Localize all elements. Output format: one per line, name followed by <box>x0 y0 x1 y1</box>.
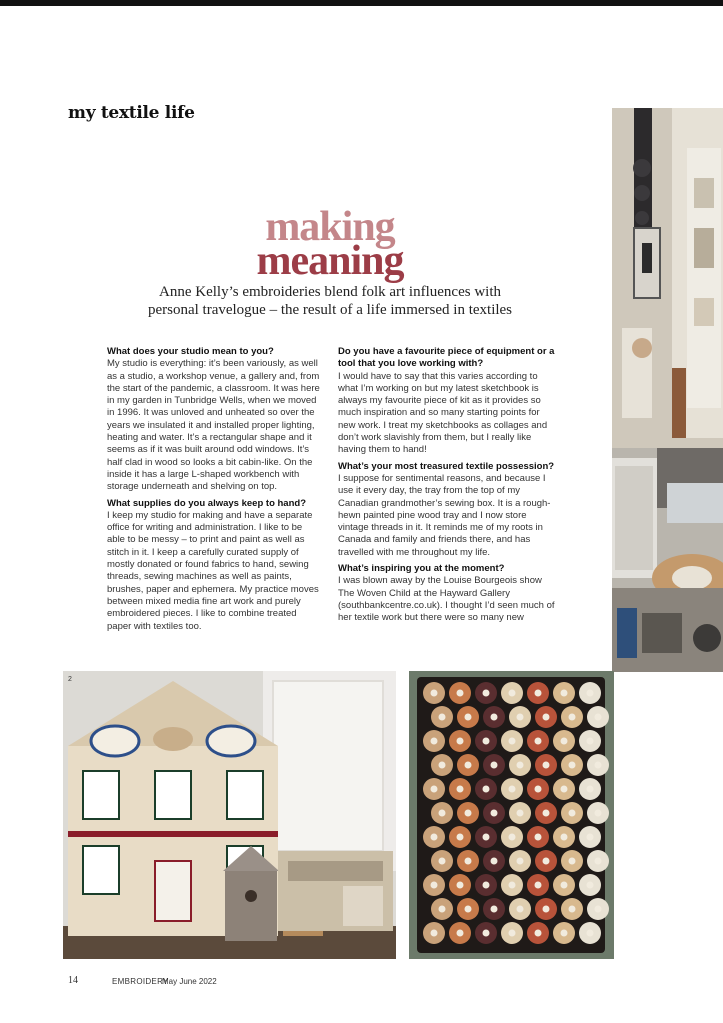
title-line-2: meaning <box>256 238 404 284</box>
spool-hole <box>431 882 438 889</box>
spool-hole <box>587 930 594 937</box>
spool-hole <box>465 858 472 865</box>
answer-text: I would have to say that this varies according to what I’m working on but my latest sketchbook is always my favourite piece of kit as it provides so much inspiration and so many starting points for new work. I treat my sketchbooks as collages and don’t work slavishly from them, but I really like having them to hand! <box>338 370 548 456</box>
thread-spools-photo <box>409 671 614 959</box>
spool-hole <box>483 882 490 889</box>
spool-hole <box>517 762 524 769</box>
issue-date: May June 2022 <box>162 977 217 986</box>
spool-hole <box>595 858 602 865</box>
spool-hole <box>491 906 498 913</box>
spool-hole <box>561 690 568 697</box>
spool-hole <box>431 930 438 937</box>
spool-hole <box>431 690 438 697</box>
spool-hole <box>491 714 498 721</box>
section-label: my textile life <box>68 103 195 123</box>
magazine-name: EMBROIDERY <box>112 977 169 986</box>
spool-hole <box>457 834 464 841</box>
question-heading: What’s your most treasured textile possession? <box>338 460 555 472</box>
spool-hole <box>509 882 516 889</box>
spool-hole <box>491 810 498 817</box>
article-title <box>140 204 520 284</box>
spool-hole <box>465 762 472 769</box>
qa-block <box>107 346 322 494</box>
spool-hole <box>465 810 472 817</box>
spool-hole <box>457 786 464 793</box>
spool-hole <box>535 786 542 793</box>
spool-hole <box>535 738 542 745</box>
spool-hole <box>535 834 542 841</box>
spool-hole <box>483 930 490 937</box>
spool-hole <box>465 906 472 913</box>
qa-block <box>338 461 558 559</box>
spool-hole <box>535 930 542 937</box>
spool-hole <box>569 906 576 913</box>
spool-hole <box>439 858 446 865</box>
spool-hole <box>517 906 524 913</box>
qa-block <box>107 498 322 633</box>
spool-hole <box>509 690 516 697</box>
spool-hole <box>543 858 550 865</box>
studio-photo <box>612 108 723 672</box>
spool-hole <box>569 762 576 769</box>
article-column-left <box>107 346 322 637</box>
spool-hole <box>491 762 498 769</box>
spool-hole <box>595 762 602 769</box>
answer-text: I was blown away by the Louise Bourgeois show The Woven Child at the Hayward Gallery (southbankcentre.co.uk). I thought I’d seen much of her textile work but there were so many new <box>338 575 555 624</box>
spool-hole <box>509 786 516 793</box>
qa-block <box>338 563 558 624</box>
spool-hole <box>491 858 498 865</box>
spool-hole <box>509 834 516 841</box>
spool-hole <box>457 882 464 889</box>
spool-hole <box>587 834 594 841</box>
spool-hole <box>569 714 576 721</box>
spool-hole <box>439 810 446 817</box>
standfirst: Anne Kelly’s embroideries blend folk art influences with personal travelogue – the result of a life immersed in textiles <box>147 284 513 318</box>
spool-hole <box>595 906 602 913</box>
spool-hole <box>517 810 524 817</box>
spool-hole <box>595 810 602 817</box>
spool-hole <box>561 930 568 937</box>
spool-hole <box>587 882 594 889</box>
spool-hole <box>483 738 490 745</box>
spool-hole <box>543 762 550 769</box>
question-heading: What supplies do you always keep to hand? <box>107 497 307 509</box>
spool-hole <box>561 834 568 841</box>
page-number: 14 <box>68 975 78 986</box>
qa-block <box>338 346 558 457</box>
spool-hole <box>587 786 594 793</box>
spool-hole <box>587 738 594 745</box>
spool-hole <box>439 762 446 769</box>
spool-hole <box>595 714 602 721</box>
spool-hole <box>457 738 464 745</box>
spool-hole <box>535 882 542 889</box>
answer-text: I suppose for sentimental reasons, and because I use it every day, the tray from the top of my Canadian grandmother’s sewing box. It is a rough-hewn painted pine wood tray and I now store vintage threads in it. It reminds me of my roots in Canada and family and friends there, and has travelled with me throughout my life. <box>338 472 551 558</box>
spool-hole <box>543 906 550 913</box>
spool-hole <box>517 714 524 721</box>
top-rule <box>0 0 723 6</box>
spool-hole <box>457 690 464 697</box>
spool-hole <box>465 714 472 721</box>
spool-hole <box>483 690 490 697</box>
question-heading: What does your studio mean to you? <box>107 346 274 357</box>
answer-text: My studio is everything: it’s been variously, as well as a studio, a workshop venue, a gallery and, from the start of the pandemic, a classroom. It was here in my garden in Tunbridge Wells, when we moved in 1996. It was unloved and unheated so over the years we insulated it and installed proper lighting, heating and water. It’s a rectangular shape and it seems as if it was built around odd windows. It’s half clad in wood so looks a bit cabin-like. On the inside it has a large L-shaped workbench with storage underneath and shelving on top. <box>107 358 320 493</box>
answer-text: I keep my studio for making and have a separate office for writing and administration. I like to be able to be messy – to print and paint as well as stitch in it. I keep a carefully curated supply of mostly donated or found fabrics to hand, sewing threads, sewing machines as well as paints, brushes, paper and ephemera. My practice moves between mixed media fine art work and purely embroidered pieces. I like to combine treated paper with textiles too. <box>107 509 319 632</box>
spool-hole <box>431 738 438 745</box>
spool-hole <box>561 786 568 793</box>
photo-caption-number: 2 <box>68 676 72 683</box>
question-heading: What’s inspiring you at the moment? <box>338 563 505 575</box>
spool-hole <box>569 858 576 865</box>
spool-hole <box>457 930 464 937</box>
spool-hole <box>509 930 516 937</box>
spool-hole <box>543 810 550 817</box>
spool-hole <box>587 690 594 697</box>
spool-hole <box>569 810 576 817</box>
spool-hole <box>535 690 542 697</box>
spool-hole <box>517 858 524 865</box>
spool-hole <box>483 786 490 793</box>
spool-hole <box>439 714 446 721</box>
spool-hole <box>543 714 550 721</box>
embroidered-house-photo <box>63 671 396 959</box>
spool-hole <box>431 834 438 841</box>
spool-hole <box>439 906 446 913</box>
spool-hole <box>483 834 490 841</box>
spool-hole <box>561 882 568 889</box>
title-line-1: making <box>265 204 395 250</box>
spool-hole <box>561 738 568 745</box>
question-heading: Do you have a favourite piece of equipment or a tool that you love working with? <box>338 346 555 370</box>
spool-hole <box>431 786 438 793</box>
article-column-right <box>338 346 558 629</box>
spool-hole <box>509 738 516 745</box>
